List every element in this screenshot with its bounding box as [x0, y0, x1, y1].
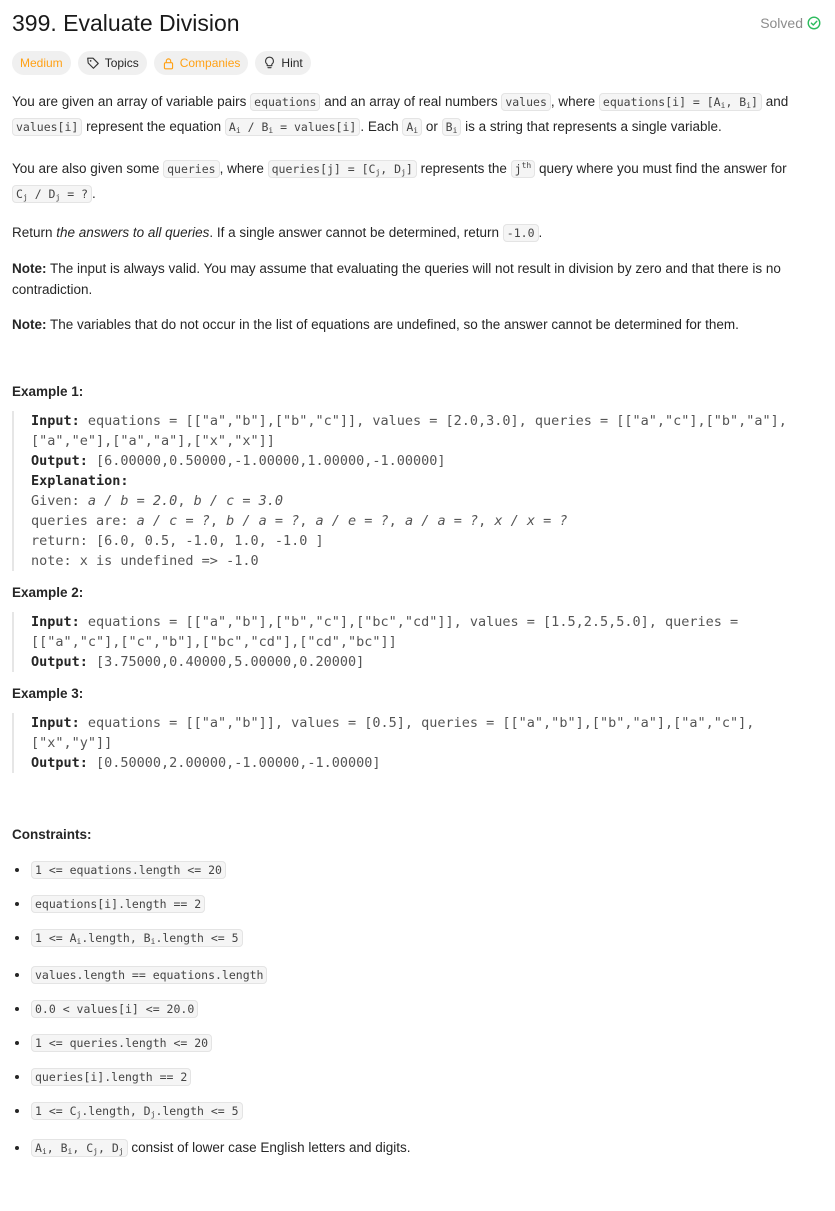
companies-button[interactable]: [154, 51, 249, 75]
topics-label: Topics: [104, 56, 139, 70]
constraint-item: • $A_i$, $B_i$, $C_j$, $D_j$ consist of lower case English letters and digits.: [30, 1137, 823, 1162]
lock-icon: [162, 57, 175, 70]
description-paragraph: You are also given some queries , where queries[j] = [$C_j$, $D_j$] represents the $j^{th}$ query where you must find the answer for $C_j / D_j$ = ? .: [12, 161, 787, 202]
difficulty-badge: Medium: [12, 51, 71, 75]
constraint-item: • equations[i].length == 2: [30, 893, 823, 915]
lightbulb-icon: [263, 56, 276, 70]
constraint-item: • values.length == equations.length: [30, 964, 823, 986]
problem-description: [12, 91, 823, 1162]
constraint-item: • $1 <= C_j.length$, $D_j.length <= 5$: [30, 1100, 823, 1125]
constraint-item: • queries[i].length == 2: [30, 1066, 823, 1088]
solved-status: [760, 15, 821, 31]
solved-label: Solved: [760, 15, 803, 31]
example-title: Example 1:: [12, 384, 84, 399]
constraints-list: [12, 859, 823, 1162]
description-paragraph: You are given an array of variable pairs equations and an array of real numbers values , where equations[i] = [$A_i$, $B_i$] and values[i] represent the equation $A_i / B_i$ = values[i] . Each $A_i$ or $B_i$ is a string that represents a single variable.: [12, 94, 789, 135]
example-block: Input: equations = [["a","b"],["b","c"],["bc","cd"]], values = [1.5,2.5,5.0], queries = [["a","c"],["c","b"],["bc","cd"],["cd","bc"]] Output: [3.75000,0.40000,5.00000,0.20000]: [12, 612, 823, 672]
constraint-item: • 1 <= equations.length <= 20: [30, 859, 823, 881]
note-paragraph: Note: The input is always valid. You may assume that evaluating the queries will not result in division by zero and that there is no contradiction.: [12, 261, 781, 297]
topics-button[interactable]: [78, 51, 147, 75]
tag-icon: [86, 56, 100, 70]
constraint-item: • 0.0 < values[i] <= 20.0: [30, 998, 823, 1020]
example-block: Input: equations = [["a","b"]], values = [0.5], queries = [["a","b"],["b","a"],["a","c"],["x","y"]] Output: [0.50000,2.00000,-1.00000,-1.00000]: [12, 713, 823, 773]
description-paragraph: Return the answers to all queries. If a single answer cannot be determined, return -1.0 .: [12, 225, 543, 240]
problem-title: 399. Evaluate Division: [12, 9, 240, 36]
hint-button[interactable]: [255, 51, 310, 75]
example-title: Example 2:: [12, 585, 84, 600]
check-circle-icon: [807, 16, 821, 30]
companies-label: Companies: [179, 56, 241, 70]
example-title: Example 3:: [12, 686, 84, 701]
constraint-item: • 1 <= queries.length <= 20: [30, 1032, 823, 1054]
problem-header: [12, 6, 823, 40]
tag-bar: [12, 51, 823, 75]
constraints-title: Constraints:: [12, 827, 92, 842]
example-block: Input: equations = [["a","b"],["b","c"]], values = [2.0,3.0], queries = [["a","c"],["b","a"],["a","e"],["a","a"],["x","x"]] Output: [6.00000,0.50000,-1.00000,1.00000,-1.00000] Explanation: Given: a / b = 2.0, b / c = 3.0 queries are: a / c = ?, b / a = ?, a / e = ?, a / a = ?, x / x = ? return: [6.0, 0.5, -1.0, 1.0, -1.0 ] note: x is undefined => -1.0: [12, 411, 823, 571]
note-paragraph: Note: The variables that do not occur in the list of equations are undefined, so the answer cannot be determined for them.: [12, 317, 739, 332]
constraint-item: • $1 <= A_i.length$, $B_i.length <= 5$: [30, 927, 823, 952]
hint-label: Hint: [281, 56, 303, 70]
